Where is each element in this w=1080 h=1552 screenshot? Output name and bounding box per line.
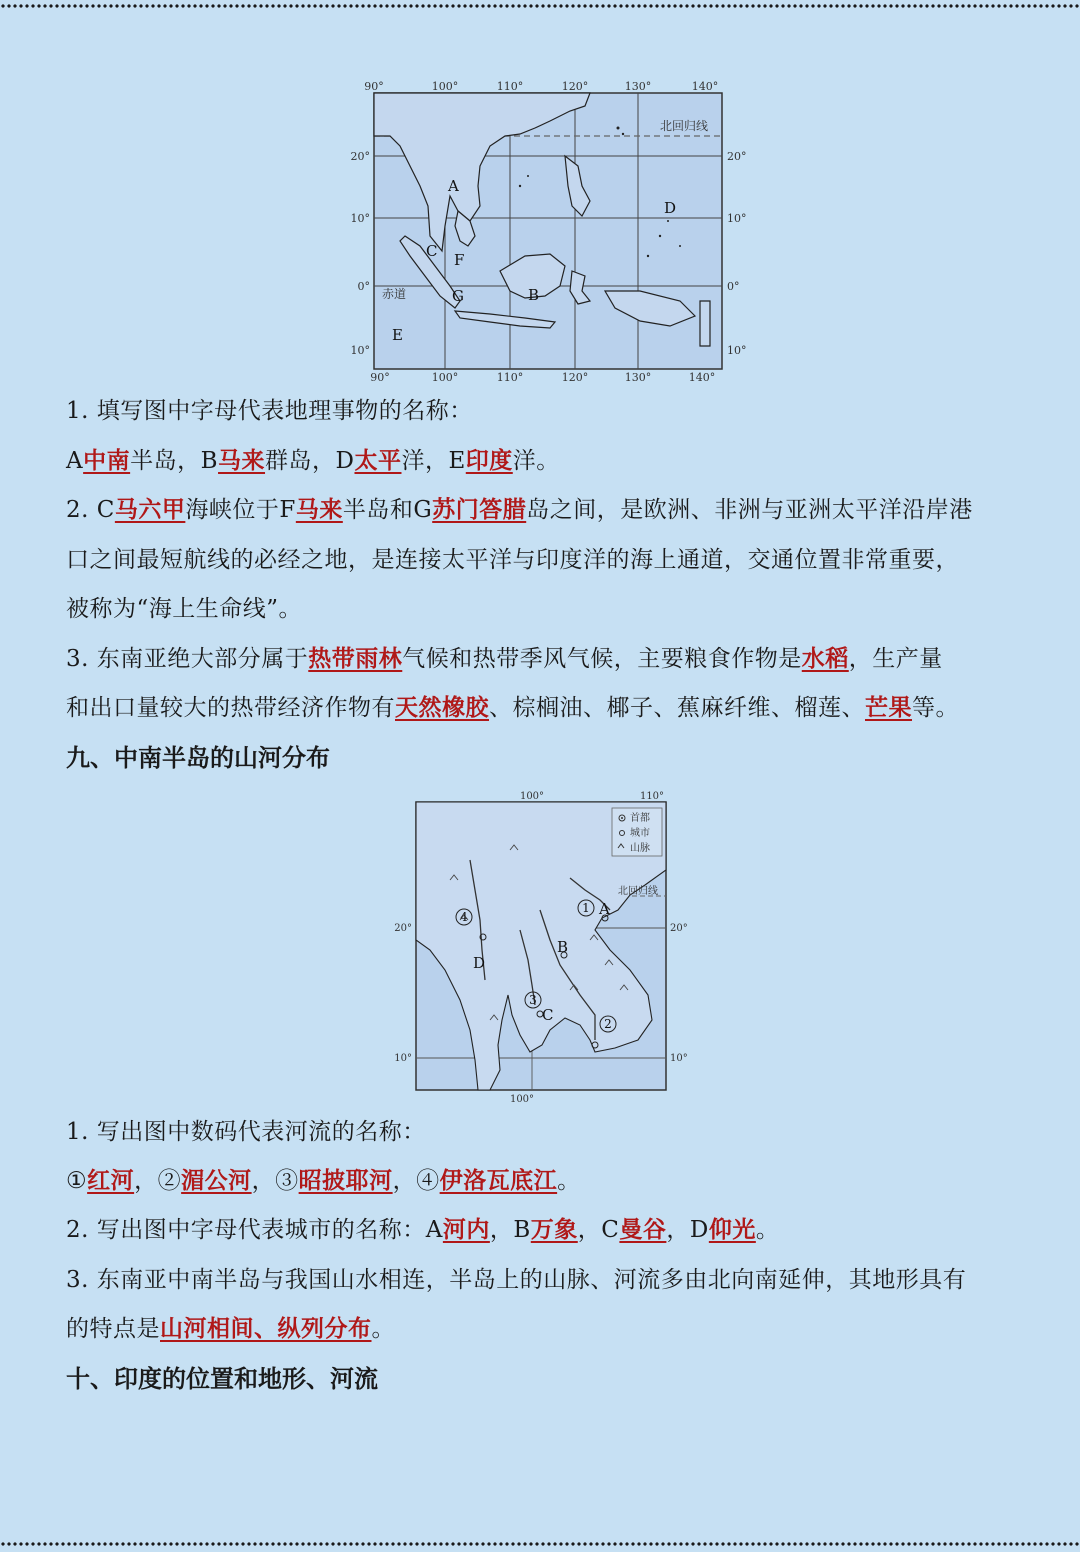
map1-lon-top-120: 120°	[561, 80, 589, 93]
map2-lat-left-20: 20°	[394, 923, 412, 934]
top-dotted-border	[0, 3, 1080, 9]
q1-answer-line: A中南半岛，B马来群岛，D太平洋，E印度洋。	[66, 447, 560, 474]
map1-lon-bottom-100: 100°	[431, 371, 459, 384]
map2-lat-left-10: 10°	[394, 1053, 412, 1064]
legend-capital: 首都	[630, 813, 650, 824]
s9-q1-answer-line: ①红河，②湄公河，③昭披耶河，④伊洛瓦底江。	[66, 1167, 581, 1194]
s9-q3-line-1: 3. 东南亚中南半岛与我国山水相连，半岛上的山脉、河流多由北向南延伸，其地形具有	[66, 1267, 967, 1293]
answer-city-d: 仰光	[708, 1216, 756, 1243]
answer-river-2: 湄公河	[181, 1167, 252, 1194]
map2-tropic-label: 北回归线	[618, 886, 658, 897]
q2-line-1: 2. C马六甲海峡位于F马来半岛和G苏门答腊岛之间，是欧洲、非洲与亚洲太平洋沿岸港	[66, 496, 973, 523]
map1-lat-right-20: 20°	[727, 150, 747, 163]
map1-lon-top-90: 90°	[364, 80, 384, 93]
southeast-asia-map	[350, 76, 750, 386]
answer-river-1: 红河	[87, 1167, 135, 1194]
answer-g-island: 苏门答腊	[432, 496, 527, 523]
section-10-heading: 十、印度的位置和地形、河流	[66, 1365, 378, 1393]
map1-lon-top-140: 140°	[691, 80, 719, 93]
map1-equator-label: 赤道	[382, 287, 407, 301]
map1-label-g: G	[452, 287, 464, 305]
bottom-dotted-border	[0, 1541, 1080, 1547]
map1-lat-right-0: 0°	[727, 280, 740, 293]
map1-lon-bottom-110: 110°	[496, 371, 524, 384]
answer-e: 印度	[465, 447, 513, 474]
map2-river-4: 4	[460, 910, 468, 924]
answer-d: 太平	[354, 447, 402, 474]
map2-lat-right-20: 20°	[670, 923, 688, 934]
map1-lon-top-100: 100°	[431, 80, 459, 93]
map2-lat-right-10: 10°	[670, 1053, 688, 1064]
answer-c-strait: 马六甲	[114, 496, 186, 523]
map2-lon-top-100: 100°	[519, 791, 545, 802]
map1-label-a: A	[448, 177, 459, 195]
map2-lon-bottom-100: 100°	[509, 1094, 535, 1105]
answer-city-a: 河内	[442, 1216, 490, 1243]
map1-lon-bottom-90: 90°	[370, 371, 390, 384]
s9-q2-line: 2. 写出图中字母代表城市的名称：A河内，B万象，C曼谷，D仰光。	[66, 1216, 780, 1243]
map2-label-d: D	[473, 954, 486, 972]
map1-label-b: B	[528, 286, 540, 304]
legend-city: 城市	[630, 828, 650, 839]
answer-city-c: 曼谷	[619, 1216, 667, 1243]
indochina-map	[390, 790, 690, 1106]
s9-q3-line-2: 的特点是山河相间、纵列分布。	[66, 1315, 395, 1342]
map1-lon-bottom-140: 140°	[688, 371, 716, 384]
q2-line-2: 口之间最短航线的必经之地，是连接太平洋与印度洋的海上通道，交通位置非常重要，	[66, 547, 959, 573]
q3-line-2: 和出口量较大的热带经济作物有天然橡胶、棕榈油、椰子、蕉麻纤维、榴莲、芒果等。	[66, 694, 959, 721]
answer-a: 中南	[83, 447, 131, 474]
map1-lat-left-20: 20°	[350, 150, 370, 163]
q1-title: 1. 填写图中字母代表地理事物的名称：	[66, 398, 473, 424]
answer-climate: 热带雨林	[308, 645, 403, 672]
map2-river-3: 3	[529, 993, 537, 1007]
map1-lat-right-10s: 10°	[727, 344, 747, 357]
map2-label-b: B	[557, 938, 569, 956]
answer-crop: 水稻	[801, 645, 849, 672]
map2-river-2: 2	[604, 1017, 612, 1031]
answer-river-4: 伊洛瓦底江	[439, 1167, 558, 1194]
map2-label-a: A	[599, 900, 610, 918]
q2-line-3: 被称为“海上生命线”。	[66, 596, 303, 622]
map1-lat-right-10: 10°	[727, 212, 747, 225]
answer-city-b: 万象	[530, 1216, 578, 1243]
map1-tropic-label: 北回归线	[660, 119, 709, 133]
map1-lat-left-0: 0°	[357, 280, 370, 293]
map1-lat-left-10s: 10°	[350, 344, 370, 357]
southeast-asia-map-svg	[350, 76, 750, 386]
map2-lon-top-110: 110°	[639, 791, 665, 802]
map1-label-e: E	[392, 326, 403, 344]
map1-lat-left-10: 10°	[350, 212, 370, 225]
map1-lon-top-110: 110°	[496, 80, 524, 93]
map1-lon-bottom-130: 130°	[624, 371, 652, 384]
map1-lon-top-130: 130°	[624, 80, 652, 93]
map1-label-f: F	[454, 251, 465, 269]
map2-river-1: 1	[582, 901, 590, 915]
answer-river-3: 昭披耶河	[298, 1167, 393, 1194]
section-9-heading: 九、中南半岛的山河分布	[66, 744, 330, 772]
answer-terrain: 山河相间、纵列分布	[160, 1315, 372, 1342]
map1-label-c: C	[426, 242, 438, 260]
indochina-map-svg	[390, 790, 690, 1106]
answer-f-peninsula: 马来	[295, 496, 343, 523]
map1-lon-bottom-120: 120°	[561, 371, 589, 384]
answer-mango: 芒果	[865, 694, 912, 721]
answer-b: 马来	[218, 447, 266, 474]
map1-label-d: D	[664, 199, 677, 217]
answer-rubber: 天然橡胶	[395, 694, 489, 721]
s9-q1-title: 1. 写出图中数码代表河流的名称：	[66, 1119, 426, 1145]
legend-mountain: 山脉	[630, 843, 650, 854]
map2-label-c: C	[542, 1006, 554, 1024]
q3-line-1: 3. 东南亚绝大部分属于热带雨林气候和热带季风气候，主要粮食作物是水稻，生产量	[66, 645, 943, 672]
